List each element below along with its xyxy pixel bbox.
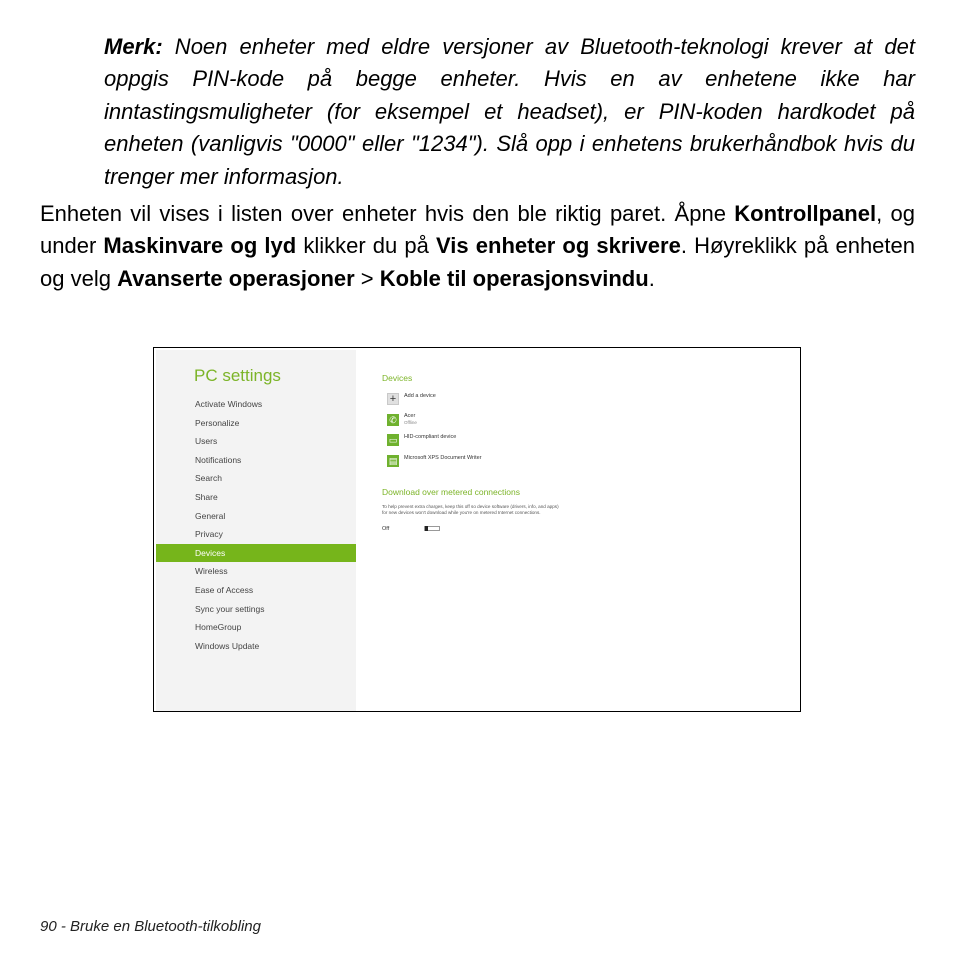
para-bold-avanserte: Avanserte operasjoner — [117, 265, 355, 291]
para-text-5: > — [354, 265, 380, 291]
sidebar-item-homegroup[interactable]: HomeGroup — [195, 622, 242, 633]
metered-toggle[interactable] — [424, 526, 440, 531]
para-bold-vis-enheter: Vis enheter og skrivere — [436, 233, 681, 259]
note-paragraph — [104, 31, 915, 193]
page-footer: 90 - Bruke en Bluetooth-tilkobling — [40, 918, 261, 935]
plus-icon[interactable]: + — [387, 393, 399, 405]
para-text-2: , og under — [40, 201, 915, 259]
para-bold-koble: Koble til operasjonsvindu — [379, 265, 649, 291]
sidebar-item-share[interactable]: Share — [195, 492, 218, 502]
sidebar-item-general[interactable]: General — [195, 510, 226, 521]
sidebar-item-notifications[interactable]: Notifications — [195, 454, 242, 465]
para-text-3: klikker du på — [296, 233, 437, 259]
printer-icon[interactable]: ▤ — [388, 455, 398, 466]
sidebar-item-privacy[interactable]: Privacy — [195, 529, 223, 540]
sidebar-title: PC settings — [194, 366, 281, 385]
para-text-1: Enheten vil vises i listen over enheter hvis den ble riktig paret. Åpne — [40, 201, 735, 226]
para-bold-kontrollpanel: Kontrollpanel — [734, 201, 877, 226]
device-status-acer: Offline — [404, 420, 417, 425]
metered-toggle-label: Off — [382, 526, 390, 532]
sidebar-item-personalize[interactable]: Personalize — [195, 417, 240, 428]
metered-heading: Download over metered connections — [382, 487, 520, 497]
sidebar-item-wireless[interactable]: Wireless — [195, 566, 228, 577]
note-text: Noen enheter med eldre versjoner av Bluetooth-teknologi krever at det oppgis PIN-kode på begge enheter. Hvis en av enhetene ikke har inntastingsmuligheter (for eksempel et headset), er PIN-koden hardkodet på enheten (vanligvis "0000" eller "1234"). Slå opp i enhetens brukerhåndbok hvis du trenger mer informasjon. — [104, 34, 915, 189]
sidebar-item-search[interactable]: Search — [195, 473, 222, 484]
para-text-4: . Høyreklikk på enheten og velg — [40, 233, 916, 291]
sidebar-item-users[interactable]: Users — [195, 436, 218, 447]
sidebar-item-windows-update[interactable]: Windows Update — [195, 640, 260, 651]
device-name-acer[interactable]: Acer — [404, 413, 416, 419]
toggle-knob — [425, 526, 428, 531]
phone-icon[interactable]: ✆ — [387, 414, 399, 426]
sidebar-item-activate-windows[interactable]: Activate Windows — [195, 399, 263, 409]
para-text-6: . — [648, 265, 655, 291]
device-name-hid[interactable]: HID-compliant device — [404, 434, 457, 440]
add-device-button[interactable]: Add a device — [404, 393, 436, 399]
device-icon[interactable]: ▭ — [388, 434, 398, 445]
devices-heading: Devices — [382, 373, 413, 383]
instruction-paragraph — [40, 198, 915, 295]
sidebar-item-devices[interactable]: Devices — [156, 544, 356, 562]
sidebar-item-ease-of-access[interactable]: Ease of Access — [195, 585, 254, 595]
metered-description: To help prevent extra charges, keep this off so device software (drivers, info, and apps) for new devices won't download while you're on metered Internet connections. — [382, 504, 559, 515]
sidebar-item-sync-settings[interactable]: Sync your settings — [195, 603, 265, 614]
pc-settings-screenshot — [153, 347, 801, 712]
note-label: Merk: — [104, 34, 163, 59]
para-bold-maskinvare: Maskinvare og lyd — [103, 233, 297, 259]
settings-sidebar — [156, 350, 356, 711]
device-name-xps[interactable]: Microsoft XPS Document Writer — [404, 455, 482, 461]
devices-pane — [382, 348, 792, 709]
